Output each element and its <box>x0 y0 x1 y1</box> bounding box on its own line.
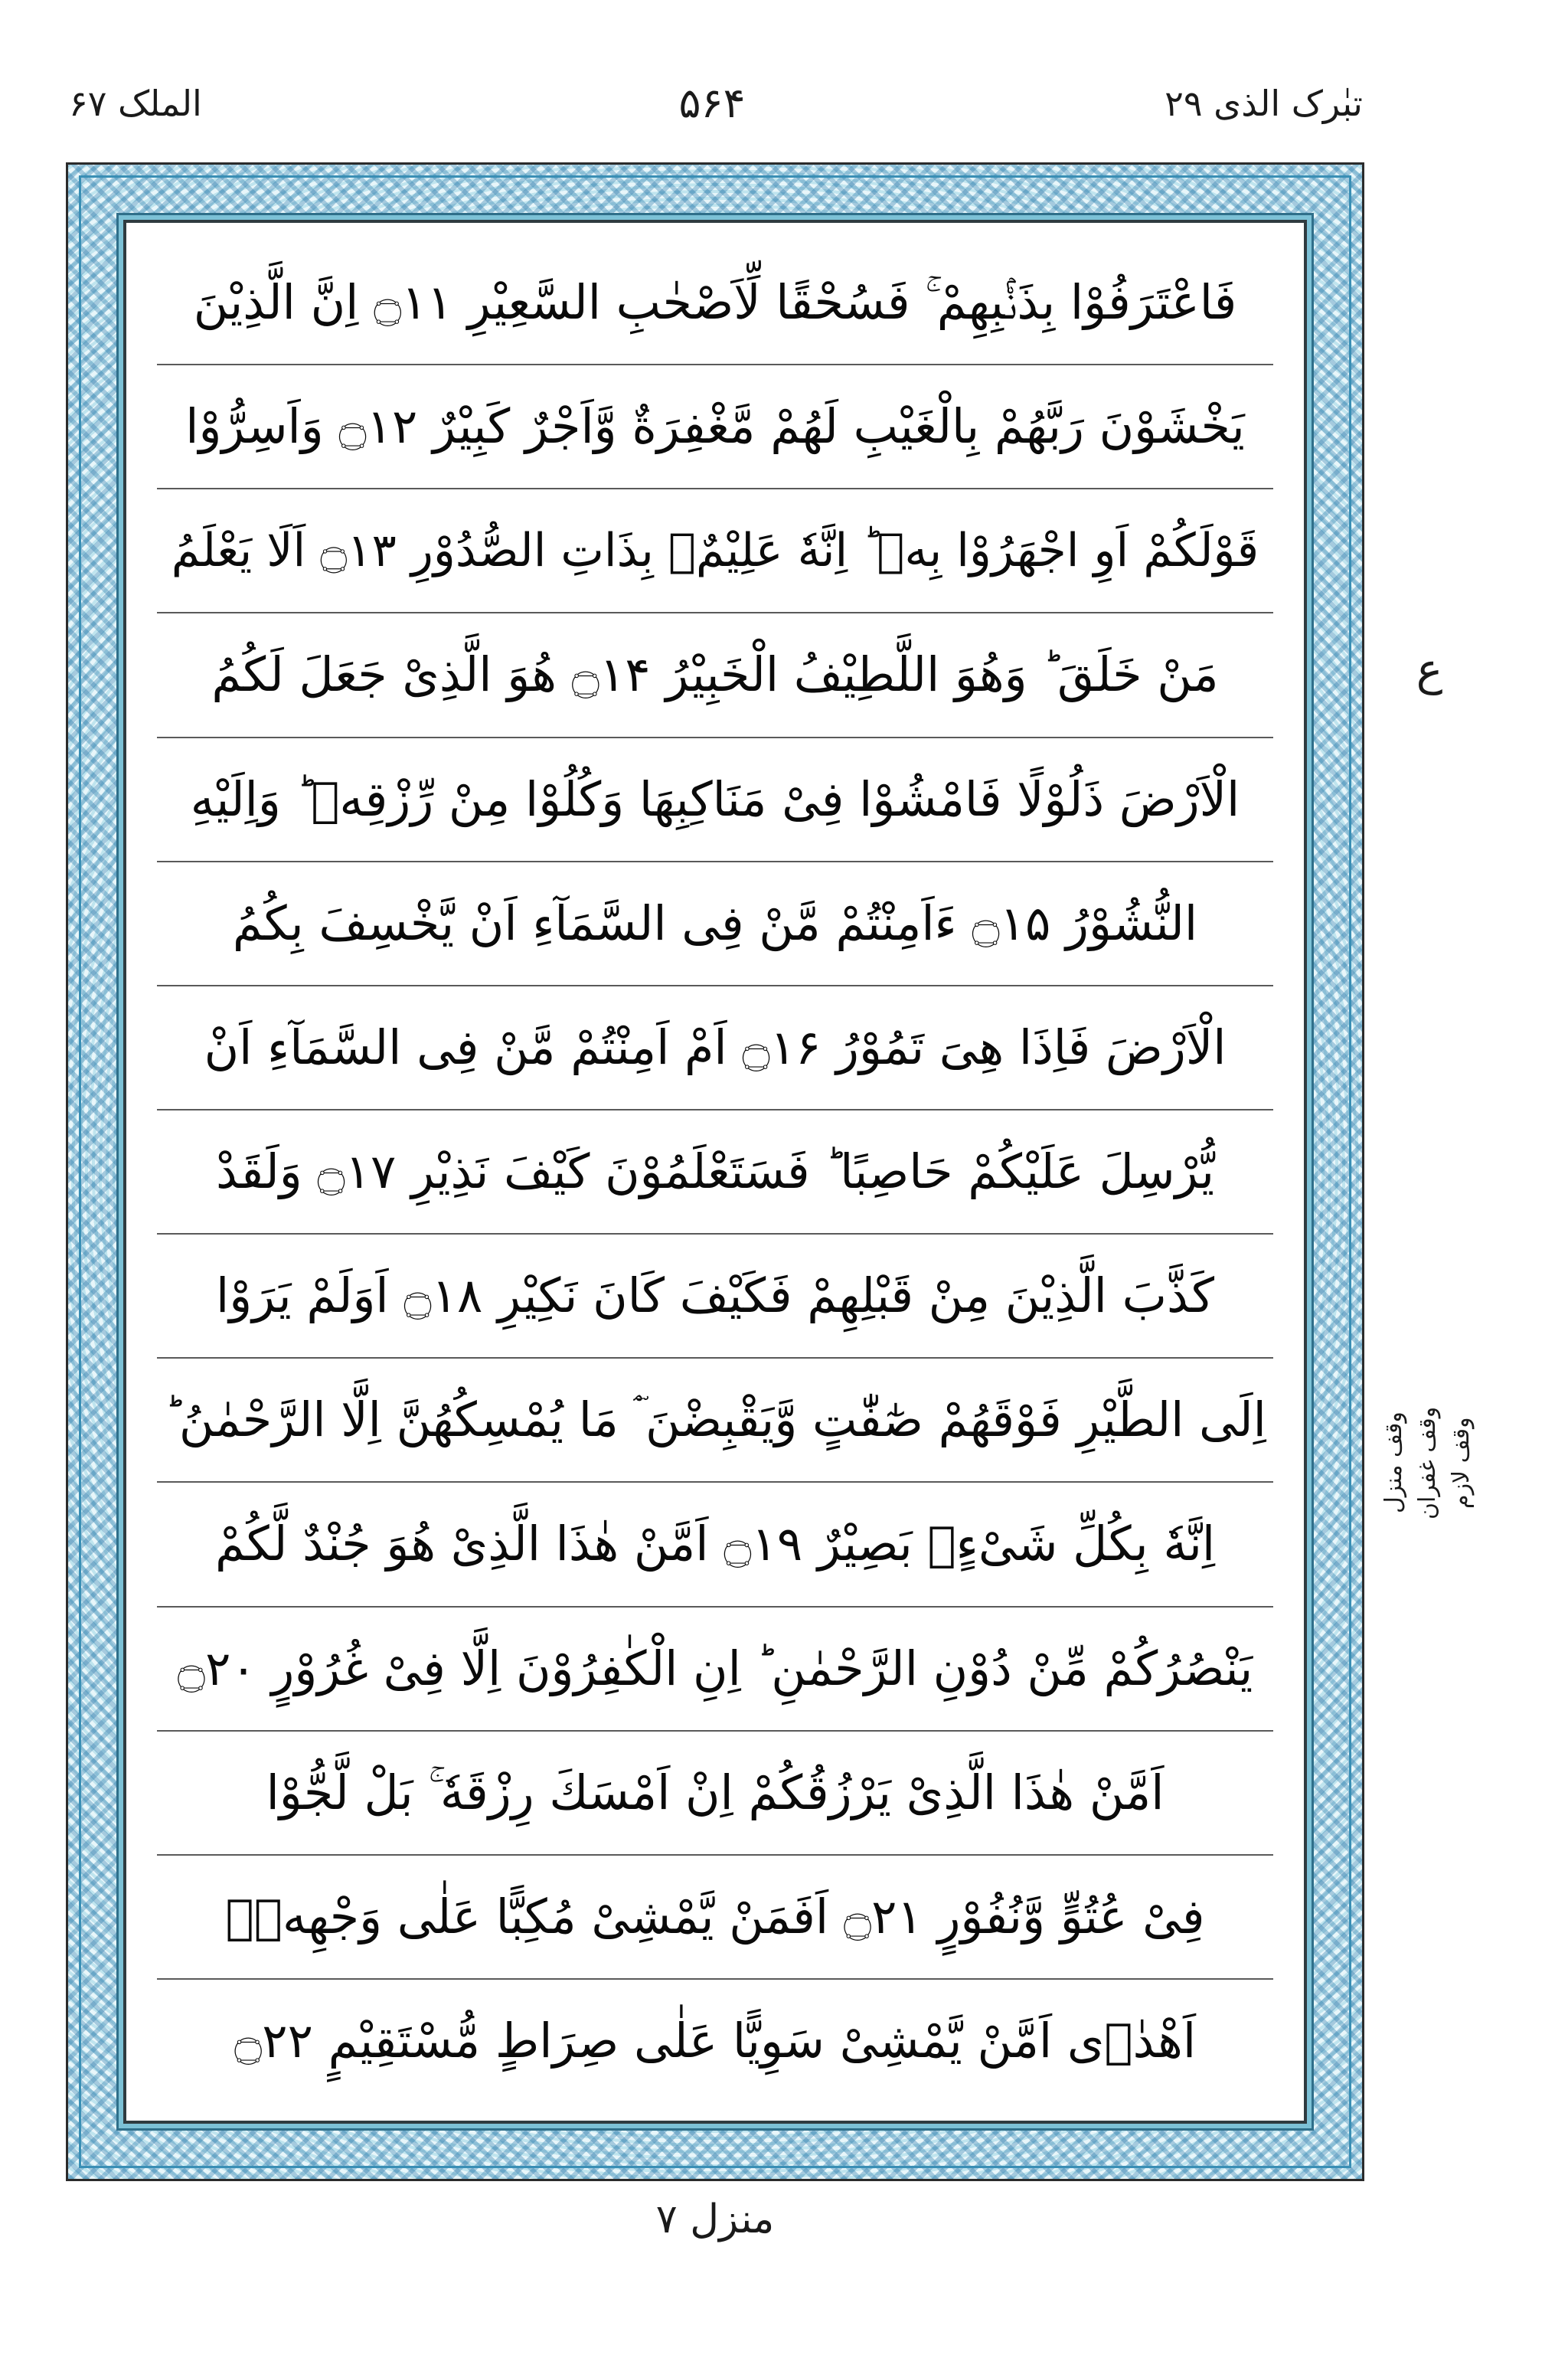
verse-line-15: اَهْدٰۤى اَمَّنْ یَّمْشِیْ سَوِیًّا عَلٰى صِرَاطٍ مُّسْتَقِیْمٍ ۝۲۲ <box>234 2013 1197 2069</box>
waqf-note: وقف لازم <box>1448 1417 1475 1509</box>
verse-line-3: قَوْلَكُمْ اَوِ اجْهَرُوْا بِهٖ ؕ اِنَّهٗ عَلِیْمٌۢ بِذَاتِ الصُّدُوْرِ ۝۱۳ اَلَا یَعْلَمُ <box>157 489 1273 613</box>
page-header <box>61 73 1363 134</box>
juz-title: تبٰرک الذی ۲۹ <box>1165 83 1363 124</box>
verse-line-4: مَنْ خَلَقَ ؕ وَهُوَ اللَّطِیْفُ الْخَبِیْرُ ۝۱۴ هُوَ الَّذِیْ جَعَلَ لَكُمُ <box>157 613 1273 738</box>
ornamental-border <box>66 162 1364 2181</box>
verse-line-8: یُّرْسِلَ عَلَیْكُمْ حَاصِبًا ؕ فَسَتَعْلَمُوْنَ كَیْفَ نَذِیْرِ ۝۱۷ وَلَقَدْ <box>157 1110 1273 1235</box>
verse-line-1: فَاعْتَرَفُوْا بِذَنْۢبِهِمْ ۚ فَسُحْقًا لِّاَصْحٰبِ السَّعِیْرِ ۝۱۱ اِنَّ الَّذِیْنَ <box>157 241 1273 365</box>
page-number: ۵۶۴ <box>678 79 746 127</box>
waqf-note: وقف غفران <box>1414 1406 1441 1519</box>
verse-line-12: یَنْصُرُكُمْ مِّنْ دُوْنِ الرَّحْمٰنِ ؕ اِنِ الْكٰفِرُوْنَ اِلَّا فِیْ غُرُوْرٍ ۝۲۰ <box>157 1608 1273 1732</box>
verse-lines <box>157 241 1273 2102</box>
verse-line-5: الْاَرْضَ ذَلُوْلًا فَامْشُوْا فِیْ مَنَاكِبِهَا وَكُلُوْا مِنْ رِّزْقِهٖ ؕ وَاِلَیْهِ <box>157 738 1273 862</box>
verse-line-13: اَمَّنْ هٰذَا الَّذِیْ یَرْزُقُكُمْ اِنْ اَمْسَكَ رِزْقَهٗ ۚ بَلْ لَّجُّوْا <box>157 1732 1273 1856</box>
manzil-footer: منزل ۷ <box>655 2196 775 2242</box>
verse-line-14: فِیْ عُتُوٍّ وَّنُفُوْرٍ ۝۲۱ اَفَمَنْ یَّمْشِیْ مُكِبًّا عَلٰى وَجْهِهٖۤ <box>157 1856 1273 1980</box>
verse-line-7: الْاَرْضَ فَاِذَا هِیَ تَمُوْرُ ۝۱۶ اَمْ اَمِنْتُمْ مَّنْ فِی السَّمَآءِ اَنْ <box>157 986 1273 1110</box>
verse-line-11: اِنَّهٗ بِكُلِّ شَیْءٍۭ بَصِیْرٌ ۝۱۹ اَمَّنْ هٰذَا الَّذِیْ هُوَ جُنْدٌ لَّكُمْ <box>157 1483 1273 1607</box>
verse-line-9: كَذَّبَ الَّذِیْنَ مِنْ قَبْلِهِمْ فَكَیْفَ كَانَ نَكِیْرِ ۝۱۸ اَوَلَمْ یَرَوْا <box>157 1235 1273 1359</box>
verse-line-2: یَخْشَوْنَ رَبَّهُمْ بِالْغَیْبِ لَهُمْ مَّغْفِرَةٌ وَّاَجْرٌ كَبِیْرٌ ۝۱۲ وَاَسِرُّوْا <box>157 365 1273 489</box>
text-panel <box>123 220 1307 2124</box>
verse-line-10: اِلَى الطَّیْرِ فَوْقَهُمْ صٰٓفّٰتٍ وَّیَقْبِضْنَ ؔۘ مَا یُمْسِكُهُنَّ اِلَّا الرَّحْمٰنُ ؕ <box>157 1359 1273 1483</box>
verse-line-6: النُّشُوْرُ ۝۱۵ ءَاَمِنْتُمْ مَّنْ فِی السَّمَآءِ اَنْ یَّخْسِفَ بِكُمُ <box>157 862 1273 986</box>
surah-title: الملک ۶۷ <box>69 83 202 124</box>
ruku-mark: ع <box>1416 643 1443 695</box>
waqf-note: وقف منزل <box>1380 1411 1407 1514</box>
waqf-notes <box>1370 1336 1485 1589</box>
